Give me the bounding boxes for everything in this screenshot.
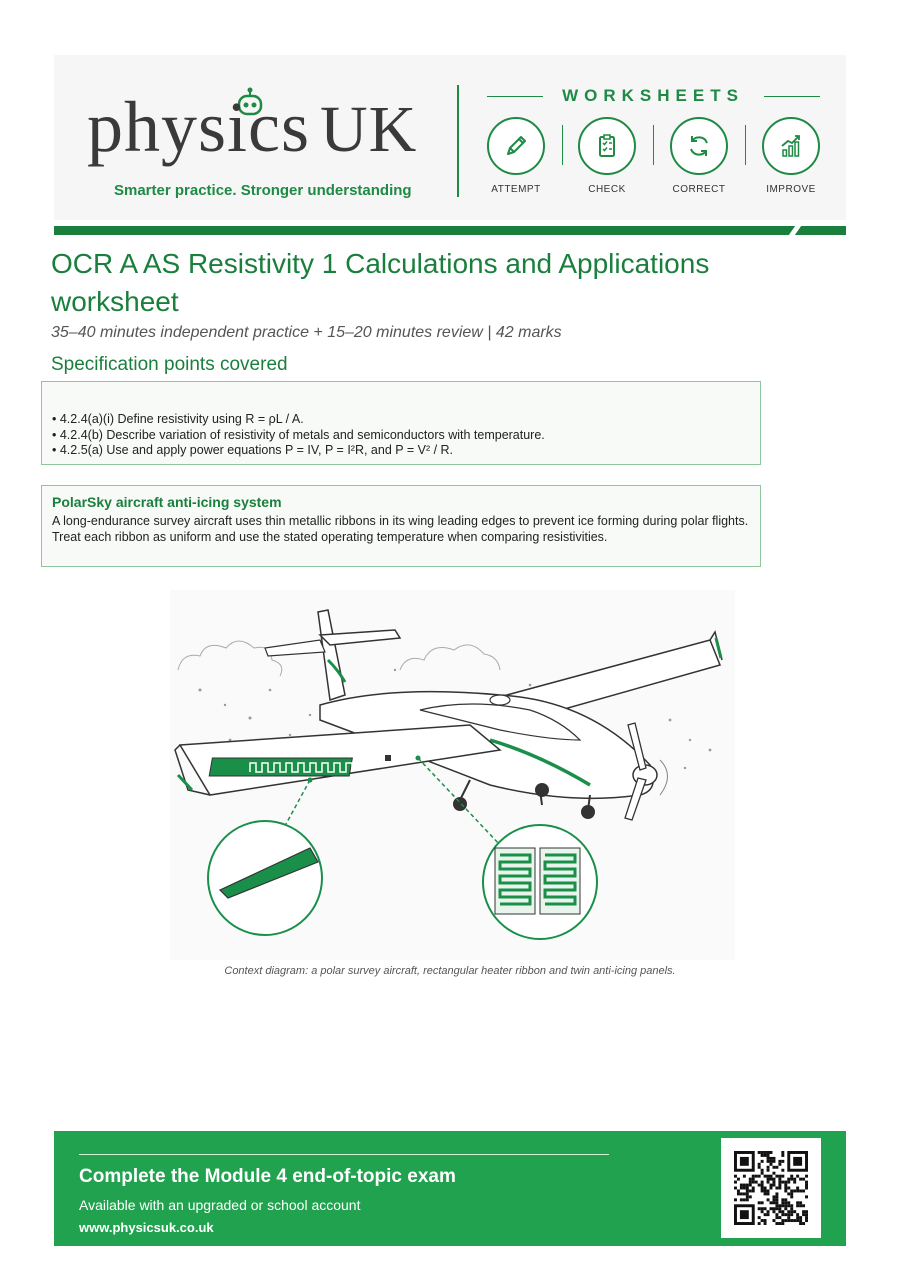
step-correct: CORRECT xyxy=(664,117,734,195)
spec-heading: Specification points covered xyxy=(51,354,288,375)
aircraft-illustration xyxy=(170,590,735,960)
qr-code[interactable] xyxy=(721,1138,821,1238)
page-subtitle: 35–40 minutes independent practice + 15–20 minutes review | 42 marks xyxy=(51,324,562,341)
refresh-icon xyxy=(684,131,714,161)
step-divider xyxy=(745,125,746,165)
page-header xyxy=(54,55,846,220)
footer-title: Complete the Module 4 end-of-topic exam xyxy=(79,1166,456,1187)
step-divider xyxy=(653,125,654,165)
footer-rule xyxy=(79,1154,609,1155)
pencil-icon xyxy=(501,131,531,161)
spec-list xyxy=(52,412,545,459)
context-body: A long-endurance survey aircraft uses thin metallic ribbons in its wing leading edges to prevent ice forming during polar flights. Treat each ribbon as uniform and use the stated operating temperature when comparing resistivities. xyxy=(52,514,749,544)
qr-code-icon xyxy=(734,1151,808,1225)
footer-subtitle: Available with an upgraded or school account xyxy=(79,1197,361,1213)
title-rule-right xyxy=(764,96,820,97)
spec-item: • 4.2.4(a)(i) Define resistivity using R = ρL / A. xyxy=(52,412,304,426)
brand-tagline: Smarter practice. Stronger understanding xyxy=(114,182,412,199)
header-accent-bar xyxy=(54,226,846,235)
page-title: OCR A AS Resistivity 1 Calculations and Applications worksheet xyxy=(51,248,710,317)
step-check: CHECK xyxy=(572,117,642,195)
spec-item: • 4.2.5(a) Use and apply power equations P = IV, P = I²R, and P = V² / R. xyxy=(52,443,454,457)
footer-banner xyxy=(54,1131,846,1246)
brand-logo: physics UK xyxy=(87,87,418,167)
context-heading: PolarSky aircraft anti-icing system xyxy=(52,494,282,510)
header-divider xyxy=(457,85,459,197)
context-box xyxy=(41,485,761,567)
spec-item: • 4.2.4(b) Describe variation of resistivity of metals and semiconductors with temperature. xyxy=(52,427,545,442)
growth-chart-icon xyxy=(776,131,806,161)
spec-box xyxy=(41,381,761,465)
footer-url-link[interactable]: www.physicsuk.co.uk xyxy=(79,1220,214,1235)
step-improve: IMPROVE xyxy=(756,117,826,195)
figure-caption: Context diagram: a polar survey aircraft, rectangular heater ribbon and twin anti-icing panels. xyxy=(224,965,676,977)
step-attempt: ATTEMPT xyxy=(481,117,551,195)
worksheets-label: WORKSHEETS xyxy=(562,86,744,105)
step-divider xyxy=(562,125,563,165)
clipboard-check-icon xyxy=(592,131,622,161)
